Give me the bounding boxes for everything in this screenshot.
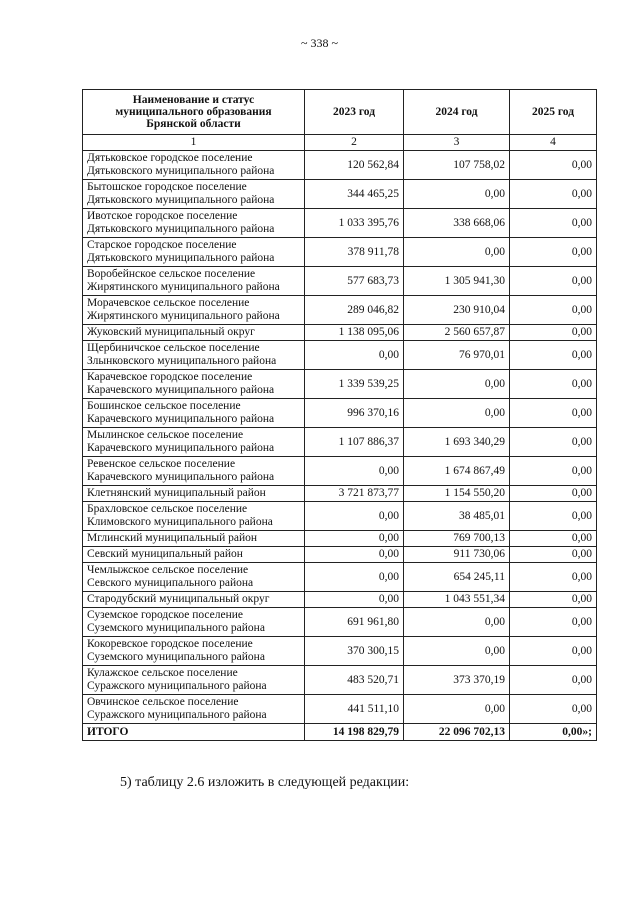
value-2023: 483 520,71 (305, 666, 404, 695)
table-header-row (83, 90, 597, 135)
table-row (83, 695, 597, 724)
value-2023: 0,00 (305, 457, 404, 486)
value-2024: 654 245,11 (404, 563, 510, 592)
table-row (83, 180, 597, 209)
table-index-row (83, 135, 597, 151)
value-2024: 0,00 (404, 399, 510, 428)
value-2024: 76 970,01 (404, 341, 510, 370)
value-2025: 0,00 (510, 341, 597, 370)
value-2024: 0,00 (404, 695, 510, 724)
municipality-name: Суземское городское поселение Суземского муниципального района (83, 608, 305, 637)
value-2023: 0,00 (305, 563, 404, 592)
value-2023: 577 683,73 (305, 267, 404, 296)
table-row (83, 547, 597, 563)
municipality-name: Морачевское сельское поселение Жирятинского муниципального района (83, 296, 305, 325)
value-2023: 378 911,78 (305, 238, 404, 267)
index-cell: 1 (83, 135, 305, 151)
table-row (83, 341, 597, 370)
value-2023: 370 300,15 (305, 637, 404, 666)
value-2025: 0,00 (510, 695, 597, 724)
table-row (83, 296, 597, 325)
value-2025: 0,00 (510, 370, 597, 399)
value-2025: 0,00 (510, 666, 597, 695)
value-2025: 0,00 (510, 637, 597, 666)
municipality-name: Бошинское сельское поселение Карачевского муниципального района (83, 399, 305, 428)
value-2024: 1 674 867,49 (404, 457, 510, 486)
table-row (83, 370, 597, 399)
municipality-name: Стародубский муниципальный округ (83, 592, 305, 608)
municipality-name: Щербиничское сельское поселение Злынковского муниципального района (83, 341, 305, 370)
total-2023: 14 198 829,79 (305, 724, 404, 741)
total-row (83, 724, 597, 741)
value-2025: 0,00 (510, 180, 597, 209)
table-row (83, 238, 597, 267)
page-number: ~ 338 ~ (301, 36, 338, 50)
table-row (83, 428, 597, 457)
municipality-name: Ревенское сельское поселение Карачевского муниципального района (83, 457, 305, 486)
value-2024: 0,00 (404, 608, 510, 637)
municipality-name: Чемлыжское сельское поселение Севского муниципального района (83, 563, 305, 592)
value-2025: 0,00 (510, 547, 597, 563)
value-2024: 230 910,04 (404, 296, 510, 325)
value-2025: 0,00 (510, 563, 597, 592)
table-body (83, 151, 597, 724)
municipality-name: Овчинское сельское поселение Суражского муниципального района (83, 695, 305, 724)
value-2023: 996 370,16 (305, 399, 404, 428)
municipality-name: Кулажское сельское поселение Суражского муниципального района (83, 666, 305, 695)
index-cell: 3 (404, 135, 510, 151)
table-row (83, 486, 597, 502)
value-2024: 1 693 340,29 (404, 428, 510, 457)
value-2025: 0,00 (510, 325, 597, 341)
value-2023: 3 721 873,77 (305, 486, 404, 502)
value-2024: 0,00 (404, 238, 510, 267)
value-2025: 0,00 (510, 608, 597, 637)
value-2025: 0,00 (510, 486, 597, 502)
amendment-text: 5) таблицу 2.6 изложить в следующей редакции: (120, 775, 410, 790)
table-row (83, 608, 597, 637)
municipality-name: Ивотское городское поселение Дятьковского муниципального района (83, 209, 305, 238)
value-2024: 107 758,02 (404, 151, 510, 180)
municipality-name: Дятьковское городское поселение Дятьковского муниципального района (83, 151, 305, 180)
table-row (83, 209, 597, 238)
value-2025: 0,00 (510, 531, 597, 547)
municipality-name: Бытошское городское поселение Дятьковского муниципального района (83, 180, 305, 209)
value-2025: 0,00 (510, 238, 597, 267)
value-2023: 0,00 (305, 502, 404, 531)
value-2023: 0,00 (305, 341, 404, 370)
municipality-name: Брахловское сельское поселение Климовского муниципального района (83, 502, 305, 531)
header-2025: 2025 год (510, 90, 597, 135)
table-row (83, 457, 597, 486)
value-2024: 911 730,06 (404, 547, 510, 563)
value-2023: 120 562,84 (305, 151, 404, 180)
value-2025: 0,00 (510, 267, 597, 296)
municipality-name: Жуковский муниципальный округ (83, 325, 305, 341)
value-2023: 1 138 095,06 (305, 325, 404, 341)
table-row (83, 531, 597, 547)
value-2025: 0,00 (510, 457, 597, 486)
municipality-name: Карачевское городское поселение Карачевского муниципального района (83, 370, 305, 399)
municipality-name: Кокоревское городское поселение Суземского муниципального района (83, 637, 305, 666)
total-2025: 0,00»; (510, 724, 597, 741)
value-2023: 289 046,82 (305, 296, 404, 325)
value-2025: 0,00 (510, 592, 597, 608)
total-2024: 22 096 702,13 (404, 724, 510, 741)
table-row (83, 666, 597, 695)
budget-table (82, 89, 597, 741)
value-2023: 1 033 395,76 (305, 209, 404, 238)
value-2024: 769 700,13 (404, 531, 510, 547)
table-row (83, 151, 597, 180)
municipality-name: Старское городское поселение Дятьковского муниципального района (83, 238, 305, 267)
municipality-name: Мглинский муниципальный район (83, 531, 305, 547)
value-2024: 0,00 (404, 637, 510, 666)
header-2024: 2024 год (404, 90, 510, 135)
total-label: ИТОГО (83, 724, 305, 741)
value-2023: 1 339 539,25 (305, 370, 404, 399)
index-cell: 4 (510, 135, 597, 151)
value-2025: 0,00 (510, 296, 597, 325)
value-2023: 691 961,80 (305, 608, 404, 637)
value-2025: 0,00 (510, 428, 597, 457)
table-row (83, 502, 597, 531)
table-row (83, 637, 597, 666)
value-2024: 0,00 (404, 370, 510, 399)
table-row (83, 399, 597, 428)
table-row (83, 325, 597, 341)
value-2024: 1 305 941,30 (404, 267, 510, 296)
value-2025: 0,00 (510, 502, 597, 531)
value-2023: 0,00 (305, 531, 404, 547)
value-2024: 373 370,19 (404, 666, 510, 695)
value-2023: 0,00 (305, 592, 404, 608)
value-2023: 441 511,10 (305, 695, 404, 724)
value-2024: 38 485,01 (404, 502, 510, 531)
header-2023: 2023 год (305, 90, 404, 135)
value-2024: 1 043 551,34 (404, 592, 510, 608)
municipality-name: Мылинское сельское поселение Карачевского муниципального района (83, 428, 305, 457)
table-row (83, 592, 597, 608)
value-2023: 0,00 (305, 547, 404, 563)
value-2025: 0,00 (510, 399, 597, 428)
value-2024: 1 154 550,20 (404, 486, 510, 502)
index-cell: 2 (305, 135, 404, 151)
municipality-name: Воробейнское сельское поселение Жирятинского муниципального района (83, 267, 305, 296)
municipality-name: Клетнянский муниципальный район (83, 486, 305, 502)
value-2024: 2 560 657,87 (404, 325, 510, 341)
table-row (83, 563, 597, 592)
header-municipality: Наименование и статус муниципального образования Брянской области (83, 90, 305, 135)
table-row (83, 267, 597, 296)
value-2024: 0,00 (404, 180, 510, 209)
value-2025: 0,00 (510, 151, 597, 180)
value-2024: 338 668,06 (404, 209, 510, 238)
value-2025: 0,00 (510, 209, 597, 238)
municipality-name: Севский муниципальный район (83, 547, 305, 563)
value-2023: 344 465,25 (305, 180, 404, 209)
value-2023: 1 107 886,37 (305, 428, 404, 457)
